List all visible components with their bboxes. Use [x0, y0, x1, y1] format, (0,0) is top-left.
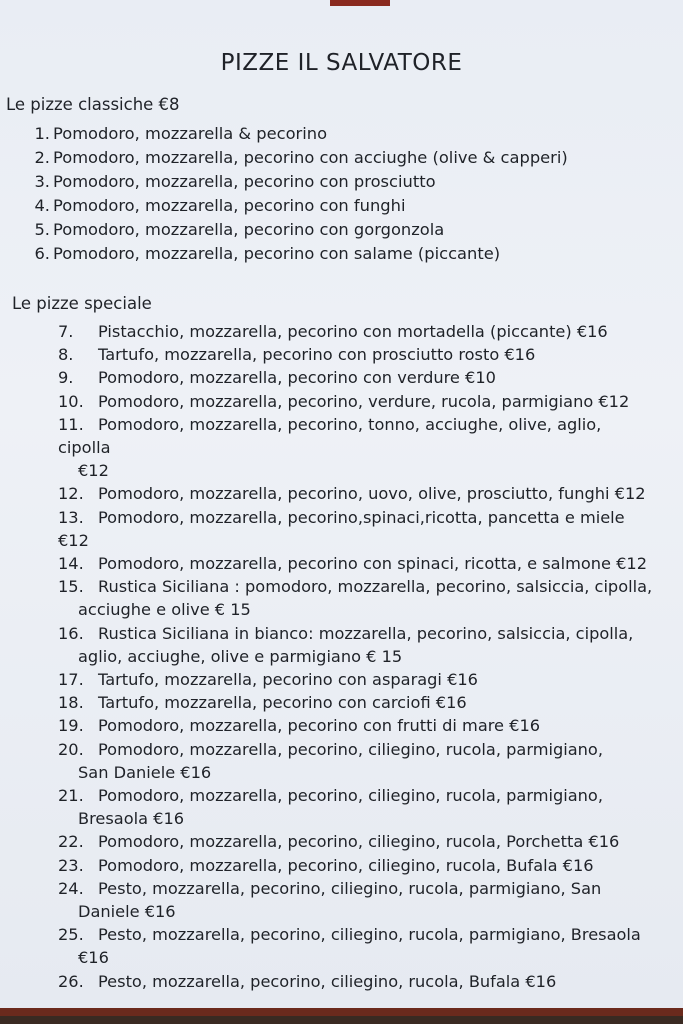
item-text: Tartufo, mozzarella, pecorino con carciofi €16: [98, 693, 467, 713]
menu-item: [58, 622, 658, 668]
item-number: 16.: [58, 623, 84, 643]
item-number: 10.: [58, 391, 84, 411]
item-number: 20.: [58, 739, 84, 759]
item-number: 4.: [34, 196, 50, 215]
item-text: Pomodoro, mozzarella, pecorino con salame (piccante): [53, 244, 501, 263]
menu-item: [58, 320, 658, 343]
section-heading-classiche: Le pizze classiche €8: [6, 95, 180, 114]
menu-item: [58, 366, 658, 389]
item-text: Pomodoro, mozzarella, pecorino, ciliegino, rucola, Bufala €16: [98, 855, 594, 875]
item-text: Pomodoro, mozzarella, pecorino con verdure €10: [98, 368, 496, 388]
item-number: 3.: [34, 172, 50, 191]
menu-item: [58, 877, 658, 923]
item-text: Pesto, mozzarella, pecorino, ciliegino, rucola, parmigiano, San: [98, 878, 602, 898]
item-text: Pomodoro, mozzarella, pecorino,spinaci,ricotta, pancetta e miele €12: [58, 507, 625, 550]
item-text: Pistacchio, mozzarella, pecorino con mortadella (piccante) €16: [98, 322, 608, 341]
item-number: 7.: [58, 322, 74, 341]
menu-item: [58, 668, 658, 691]
menu-item: [58, 738, 658, 784]
item-text: Pomodoro, mozzarella, pecorino, verdure, rucola, parmigiano €12: [98, 391, 630, 411]
speciale-list: [58, 320, 658, 993]
item-text: Pomodoro, mozzarella, pecorino, ciliegino, rucola, parmigiano,: [98, 786, 603, 806]
item-text: Tartufo, mozzarella, pecorino con asparagi €16: [98, 670, 478, 690]
menu-item: [58, 923, 658, 969]
item-text-continued: €12: [78, 461, 109, 481]
item-text: Pomodoro, mozzarella, pecorino con gorgonzola: [53, 220, 445, 239]
menu-item: [58, 970, 658, 993]
table-edge: [0, 1008, 683, 1016]
menu-item: [26, 242, 568, 266]
item-text: Pesto, mozzarella, pecorino, ciliegino, rucola, Bufala €16: [98, 971, 557, 991]
menu-item: [58, 714, 658, 737]
item-text: Rustica Siciliana in bianco: mozzarella, pecorino, salsiccia, cipolla,: [98, 623, 634, 643]
item-number: 9.: [58, 368, 74, 388]
menu-item: [58, 413, 658, 483]
item-number: 22.: [58, 832, 84, 852]
item-text: Pomodoro, mozzarella, pecorino, tonno, acciughe, olive, aglio, cipolla: [58, 414, 602, 458]
page-title: PIZZE IL SALVATORE: [220, 50, 463, 76]
menu-item: [58, 830, 658, 853]
item-number: 15.: [58, 577, 84, 597]
menu-item: [58, 691, 658, 714]
menu-item: [58, 343, 658, 366]
menu-item: [58, 390, 658, 413]
item-number: 1.: [34, 124, 50, 143]
item-number: 2.: [34, 148, 50, 167]
item-text: Pomodoro, mozzarella, pecorino con spinaci, ricotta, e salmone €12: [98, 554, 648, 574]
section-heading-speciale: Le pizze speciale: [12, 294, 152, 313]
item-number: 5.: [34, 220, 50, 239]
item-number: 18.: [58, 693, 84, 713]
item-text-continued: San Daniele €16: [78, 762, 212, 782]
item-text: Pomodoro, mozzarella, pecorino con funghi: [53, 196, 406, 215]
item-text: Pomodoro, mozzarella, pecorino con prosciutto: [53, 172, 436, 191]
item-text: Pesto, mozzarella, pecorino, ciliegino, rucola, parmigiano, Bresaola: [98, 925, 641, 945]
item-number: 11.: [58, 414, 84, 434]
item-number: 13.: [58, 507, 84, 527]
item-number: 6.: [34, 244, 50, 263]
item-number: 17.: [58, 670, 84, 690]
item-text: Pomodoro, mozzarella & pecorino: [53, 124, 328, 143]
item-number: 8.: [58, 345, 74, 365]
item-text: Pomodoro, mozzarella, pecorino, uovo, olive, prosciutto, funghi €12: [98, 484, 646, 504]
menu-item: [26, 122, 568, 146]
menu-item: [58, 552, 658, 575]
background-strip: [330, 0, 390, 6]
item-text: Tartufo, mozzarella, pecorino con prosciutto rosto €16: [98, 345, 536, 365]
item-number: 23.: [58, 855, 84, 875]
item-text: Pomodoro, mozzarella, pecorino, ciliegino, rucola, Porchetta €16: [98, 832, 620, 852]
menu-item: [58, 784, 658, 830]
item-text: Pomodoro, mozzarella, pecorino con acciughe (olive & capperi): [53, 148, 568, 167]
item-text: Rustica Siciliana : pomodoro, mozzarella, pecorino, salsiccia, cipolla,: [98, 577, 653, 597]
item-text: Pomodoro, mozzarella, pecorino, ciliegino, rucola, parmigiano,: [98, 739, 603, 759]
item-text-continued: Bresaola €16: [78, 809, 185, 829]
item-number: 26.: [58, 971, 84, 991]
item-number: 25.: [58, 925, 84, 945]
menu-item: [58, 506, 658, 552]
menu-item: [58, 854, 658, 877]
item-number: 14.: [58, 554, 84, 574]
menu-item: [26, 146, 568, 170]
menu-item: [58, 575, 658, 621]
item-number: 24.: [58, 878, 84, 898]
item-text-continued: €16: [78, 948, 109, 968]
classiche-list: [26, 122, 568, 266]
menu-item: [26, 194, 568, 218]
item-text-continued: Daniele €16: [78, 902, 176, 922]
item-text-continued: acciughe e olive € 15: [78, 600, 251, 620]
item-number: 19.: [58, 716, 84, 736]
menu-item: [26, 218, 568, 242]
item-number: 21.: [58, 786, 84, 806]
menu-item: [58, 482, 658, 505]
item-text: Pomodoro, mozzarella, pecorino con frutti di mare €16: [98, 716, 541, 736]
menu-item: [26, 170, 568, 194]
item-text-continued: aglio, acciughe, olive e parmigiano € 15: [78, 646, 403, 666]
item-number: 12.: [58, 484, 84, 504]
